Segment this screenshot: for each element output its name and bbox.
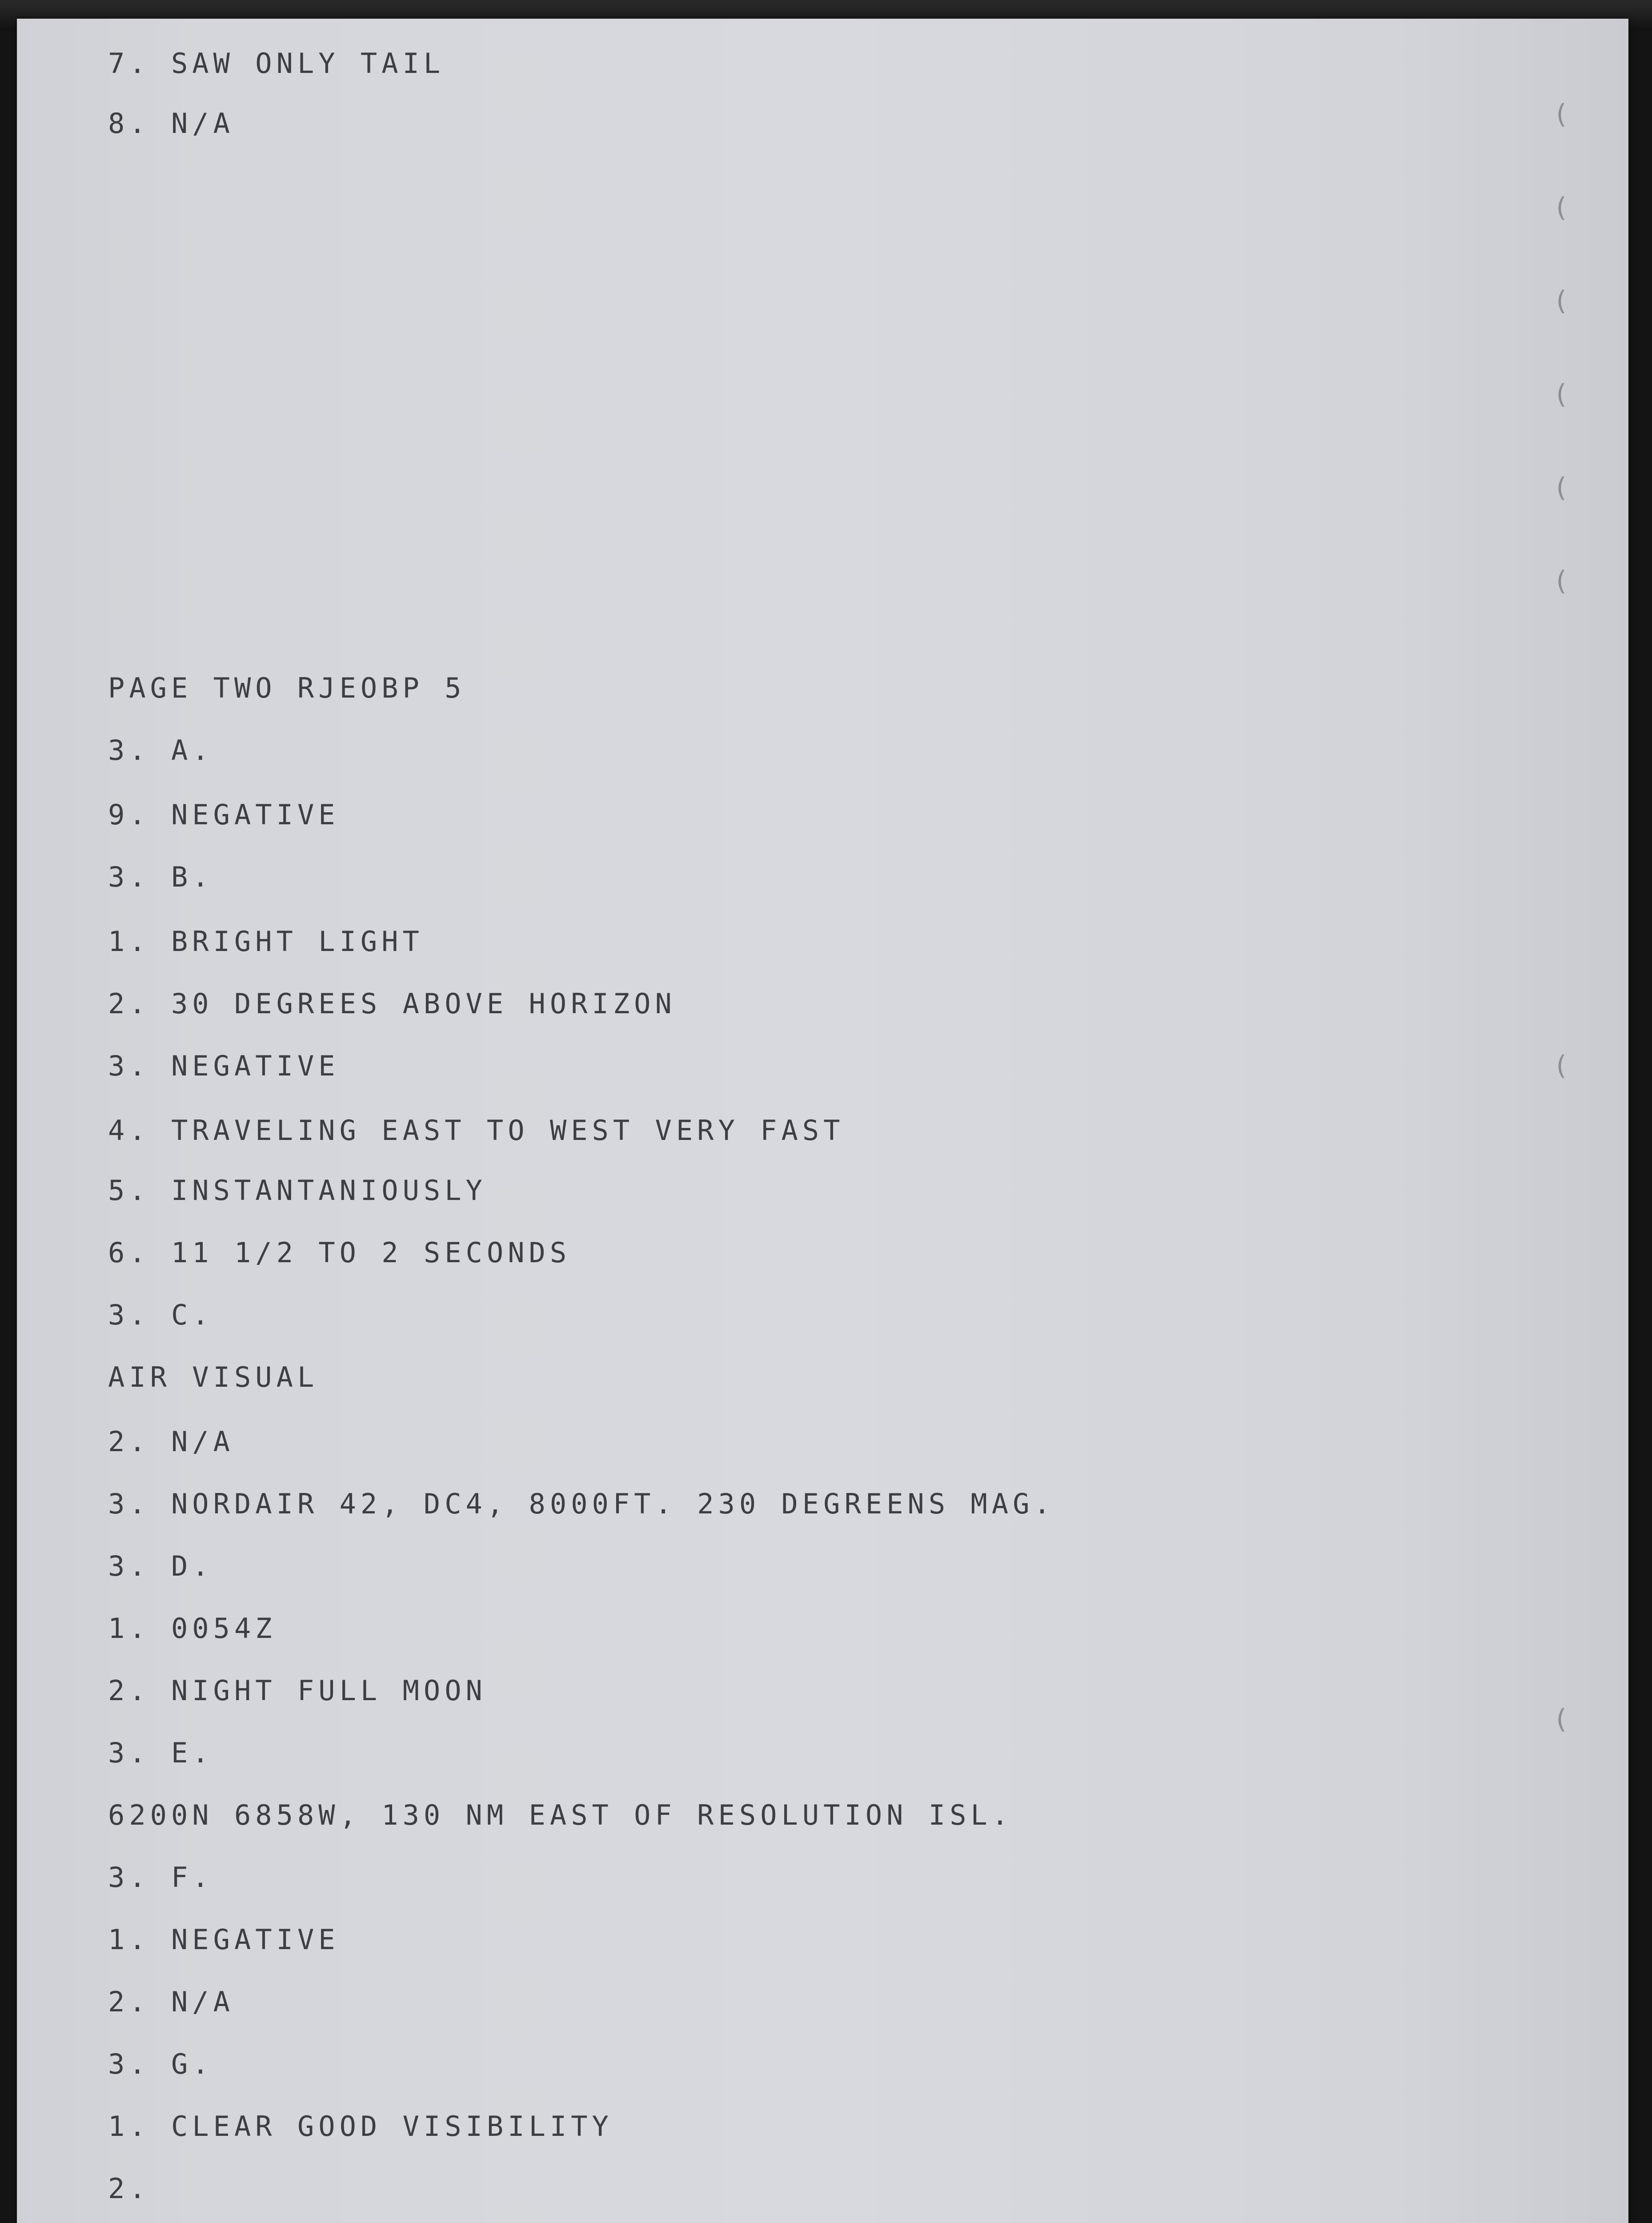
perforation-mark: ( bbox=[1553, 472, 1569, 503]
text-line: 3. NORDAIR 42, DC4, 8000FT. 230 DEGREENS MAG. bbox=[108, 1488, 1055, 1520]
document-page bbox=[17, 19, 1628, 2223]
text-line: 3. B. bbox=[108, 861, 213, 893]
text-line: 8. N/A bbox=[108, 107, 234, 140]
text-line: 2. NIGHT FULL MOON bbox=[108, 1674, 487, 1707]
text-line: 9. NEGATIVE bbox=[108, 799, 340, 831]
perforation-mark: ( bbox=[1553, 192, 1569, 223]
perforation-mark: ( bbox=[1553, 1050, 1569, 1081]
perforation-mark: ( bbox=[1553, 1704, 1569, 1735]
text-line: 7. SAW ONLY TAIL bbox=[108, 47, 445, 80]
text-line: 3. E. bbox=[108, 1737, 213, 1769]
perforation-mark: ( bbox=[1553, 285, 1569, 317]
text-line: 3. D. bbox=[108, 1550, 213, 1582]
text-line: 1. BRIGHT LIGHT bbox=[108, 925, 424, 958]
text-line: AIR VISUAL bbox=[108, 1361, 319, 1393]
perforation-mark: ( bbox=[1553, 379, 1569, 410]
perforation-mark: ( bbox=[1553, 566, 1569, 597]
text-line: 3. A. bbox=[108, 734, 213, 766]
text-line: 4. TRAVELING EAST TO WEST VERY FAST bbox=[108, 1114, 845, 1147]
text-line: 1. CLEAR GOOD VISIBILITY bbox=[108, 2110, 613, 2143]
text-line: 2. N/A bbox=[108, 1425, 234, 1458]
text-line: 2. bbox=[108, 2172, 150, 2205]
text-line: 2. N/A bbox=[108, 1986, 234, 2018]
perforation-mark: ( bbox=[1553, 99, 1569, 130]
text-line: 3. F. bbox=[108, 1861, 213, 1894]
text-line: 2. 30 DEGREES ABOVE HORIZON bbox=[108, 987, 676, 1020]
text-line: PAGE TWO RJEOBP 5 bbox=[108, 672, 466, 704]
text-line: 6200N 6858W, 130 NM EAST OF RESOLUTION ISL. bbox=[108, 1799, 1013, 1831]
text-line: 6. 11 1/2 TO 2 SECONDS bbox=[108, 1236, 571, 1269]
text-line: 3. NEGATIVE bbox=[108, 1050, 340, 1082]
text-line: 1. 0054Z bbox=[108, 1612, 277, 1645]
text-line: 3. C. bbox=[108, 1299, 213, 1331]
text-line: 5. INSTANTANIOUSLY bbox=[108, 1174, 487, 1207]
text-line: 1. NEGATIVE bbox=[108, 1923, 340, 1956]
teletype-text-body bbox=[17, 19, 1628, 2223]
text-line: 3. G. bbox=[108, 2048, 213, 2080]
